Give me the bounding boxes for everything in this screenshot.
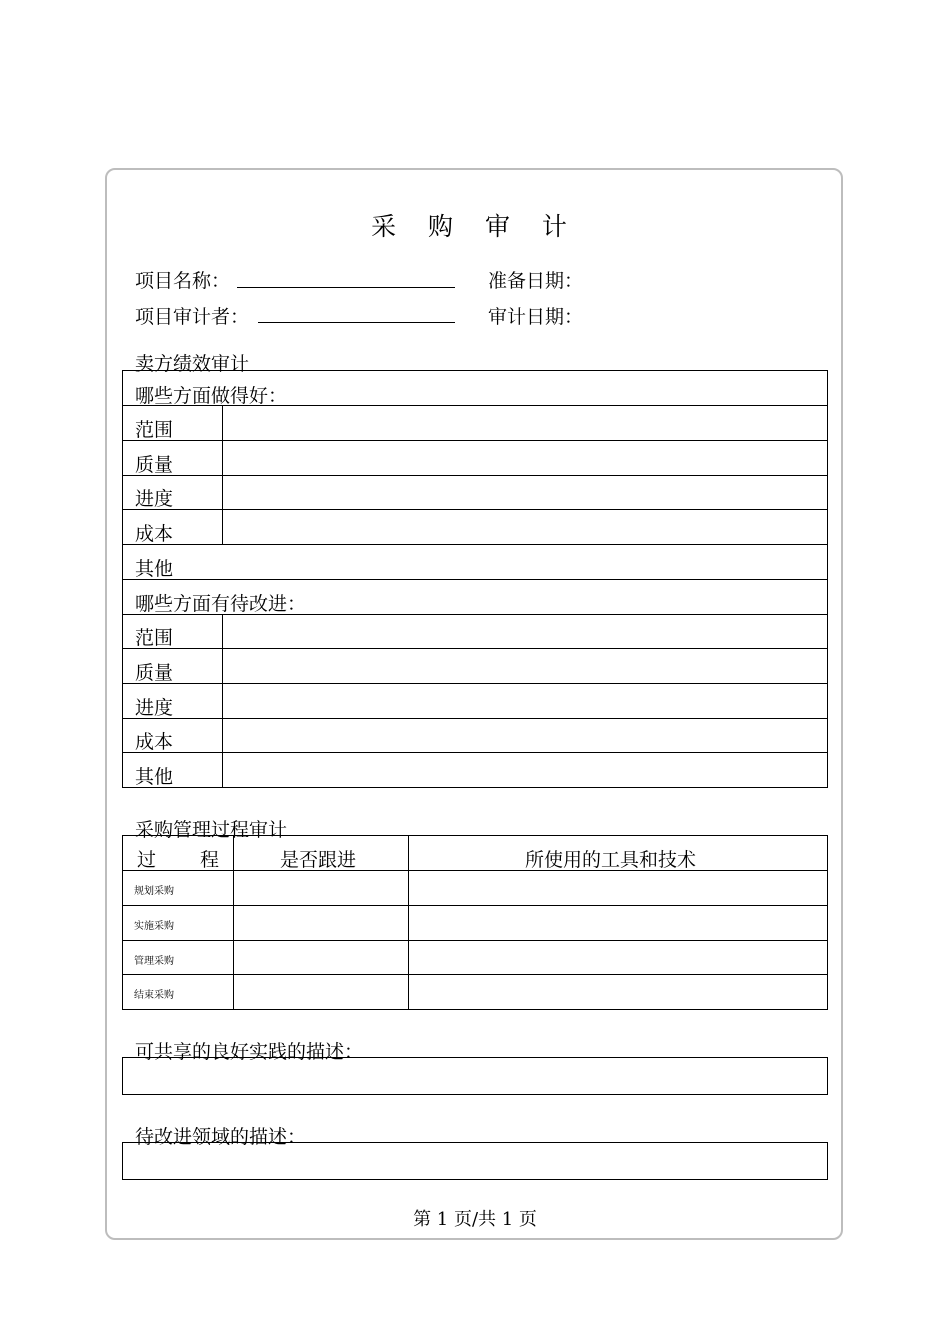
vendor-table <box>122 370 828 788</box>
process-row-label: 规划采购 <box>134 886 174 897</box>
good-row-label: 其他 <box>135 558 174 580</box>
process-table <box>122 835 828 1010</box>
col-process-header-b: 程 <box>200 849 220 871</box>
good-row-label: 质量 <box>135 454 174 476</box>
good-row-label: 进度 <box>135 488 174 510</box>
prep-date-label: 准备日期： <box>488 270 584 292</box>
process-row-label: 结束采购 <box>134 990 174 1001</box>
good-heading: 哪些方面做得好： <box>135 385 288 407</box>
project-name-label: 项目名称： <box>135 270 231 292</box>
good-practice-label: 可共享的良好实践的描述： <box>135 1041 364 1063</box>
project-name-field[interactable] <box>237 287 455 288</box>
vendor-section-title: 卖方绩效审计 <box>135 353 250 375</box>
improve-area-label: 待改进领域的描述： <box>135 1126 307 1148</box>
improve-row-label: 范围 <box>135 627 174 649</box>
good-practice-box[interactable] <box>122 1057 828 1095</box>
col-process-header-a: 过 <box>137 849 157 871</box>
improve-row-label: 质量 <box>135 662 174 684</box>
improve-heading: 哪些方面有待改进： <box>135 593 307 615</box>
improve-row-label: 进度 <box>135 697 174 719</box>
good-row-label: 成本 <box>135 523 174 545</box>
page-footer: 第 1 页/共 1 页 <box>413 1209 537 1230</box>
good-row-label: 范围 <box>135 419 174 441</box>
audit-date-label: 审计日期： <box>488 306 584 328</box>
auditor-label: 项目审计者： <box>135 306 250 328</box>
document-title: 采 购 审 计 <box>371 212 579 241</box>
process-row-label: 管理采购 <box>134 956 174 967</box>
process-row-label: 实施采购 <box>134 921 174 932</box>
improve-row-label: 成本 <box>135 731 174 753</box>
improve-area-box[interactable] <box>122 1142 828 1180</box>
col-followed-header: 是否跟进 <box>280 849 357 871</box>
improve-row-label: 其他 <box>135 766 174 788</box>
auditor-field[interactable] <box>258 322 455 323</box>
process-section-title: 采购管理过程审计 <box>135 819 288 841</box>
col-tools-header: 所使用的工具和技术 <box>525 849 697 871</box>
